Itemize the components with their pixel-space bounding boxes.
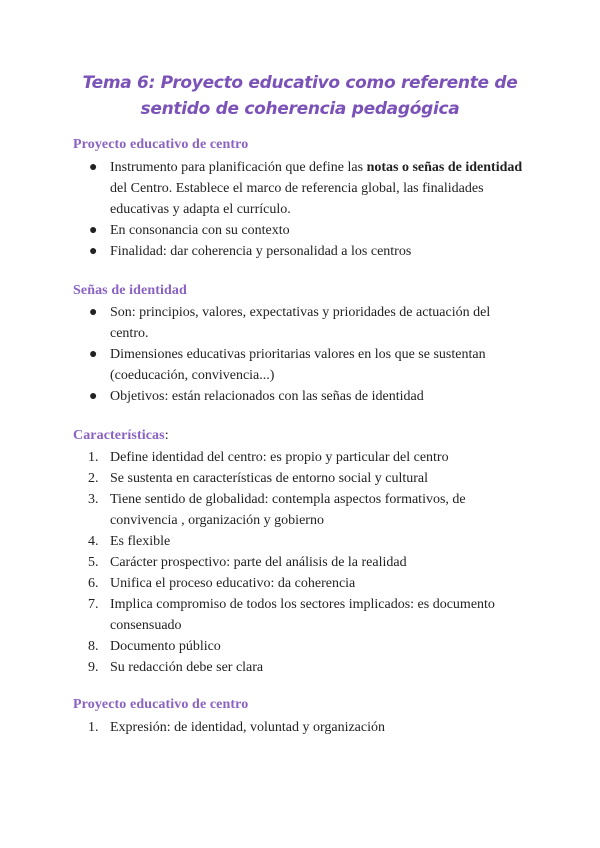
list-item: ● Dimensiones educativas prioritarias valores en los que se sustentan (coeducación, convivencia...) bbox=[0, 344, 530, 386]
list-item: ● Son: principios, valores, expectativas y prioridades de actuación del centro. bbox=[0, 302, 530, 344]
bullet-marker: ● bbox=[89, 305, 98, 320]
bullet-list-proyecto bbox=[0, 157, 530, 262]
bullet-marker: ● bbox=[89, 244, 98, 259]
list-item: ● Finalidad: dar coherencia y personalidad a los centros bbox=[0, 241, 530, 262]
bullet-list-senas bbox=[0, 302, 530, 407]
bullet-marker: ● bbox=[89, 223, 98, 238]
list-item: 7. Implica compromiso de todos los sectores implicados: es documento consensuado bbox=[88, 597, 495, 633]
bullet-marker: ● bbox=[89, 160, 98, 175]
list-item: ● Objetivos: están relacionados con las señas de identidad bbox=[0, 386, 530, 407]
section-heading-proyecto: Proyecto educativo de centro bbox=[73, 137, 249, 152]
section-heading-proyecto-2: Proyecto educativo de centro bbox=[73, 697, 249, 712]
list-item: 3. Tiene sentido de globalidad: contempla aspectos formativos, de convivencia , organización y gobierno bbox=[88, 492, 466, 528]
list-item: 2. Se sustenta en características de entorno social y cultural bbox=[88, 471, 428, 486]
list-item: 4. Es flexible bbox=[88, 534, 171, 549]
page-title: Tema 6: Proyecto educativo como referente de sentido de coherencia pedagógica bbox=[82, 73, 518, 119]
list-item: 8. Documento público bbox=[88, 639, 221, 654]
list-item: 1. Expresión: de identidad, voluntad y organización bbox=[88, 720, 386, 735]
list-item: ● En consonancia con su contexto bbox=[0, 220, 530, 241]
list-item: 6. Unifica el proceso educativo: da coherencia bbox=[88, 576, 356, 591]
bullet-marker: ● bbox=[89, 347, 98, 362]
numbered-list-proyecto-2 bbox=[0, 717, 530, 738]
list-item: 1. Define identidad del centro: es propio y particular del centro bbox=[88, 450, 449, 465]
list-item: 9. Su redacción debe ser clara bbox=[88, 660, 264, 675]
numbered-list-caracteristicas bbox=[0, 447, 530, 678]
list-item: 5. Carácter prospectivo: parte del análisis de la realidad bbox=[88, 555, 407, 570]
bullet-marker: ● bbox=[89, 389, 98, 404]
list-item: ● Instrumento para planificación que define las notas o señas de identidad del Centro. Establece el marco de referencia global, las finalidades educativas y adapta el currículo. bbox=[0, 157, 530, 220]
section-heading-senas: Señas de identidad bbox=[73, 283, 187, 298]
section-heading-caracteristicas: Características: bbox=[73, 428, 169, 443]
